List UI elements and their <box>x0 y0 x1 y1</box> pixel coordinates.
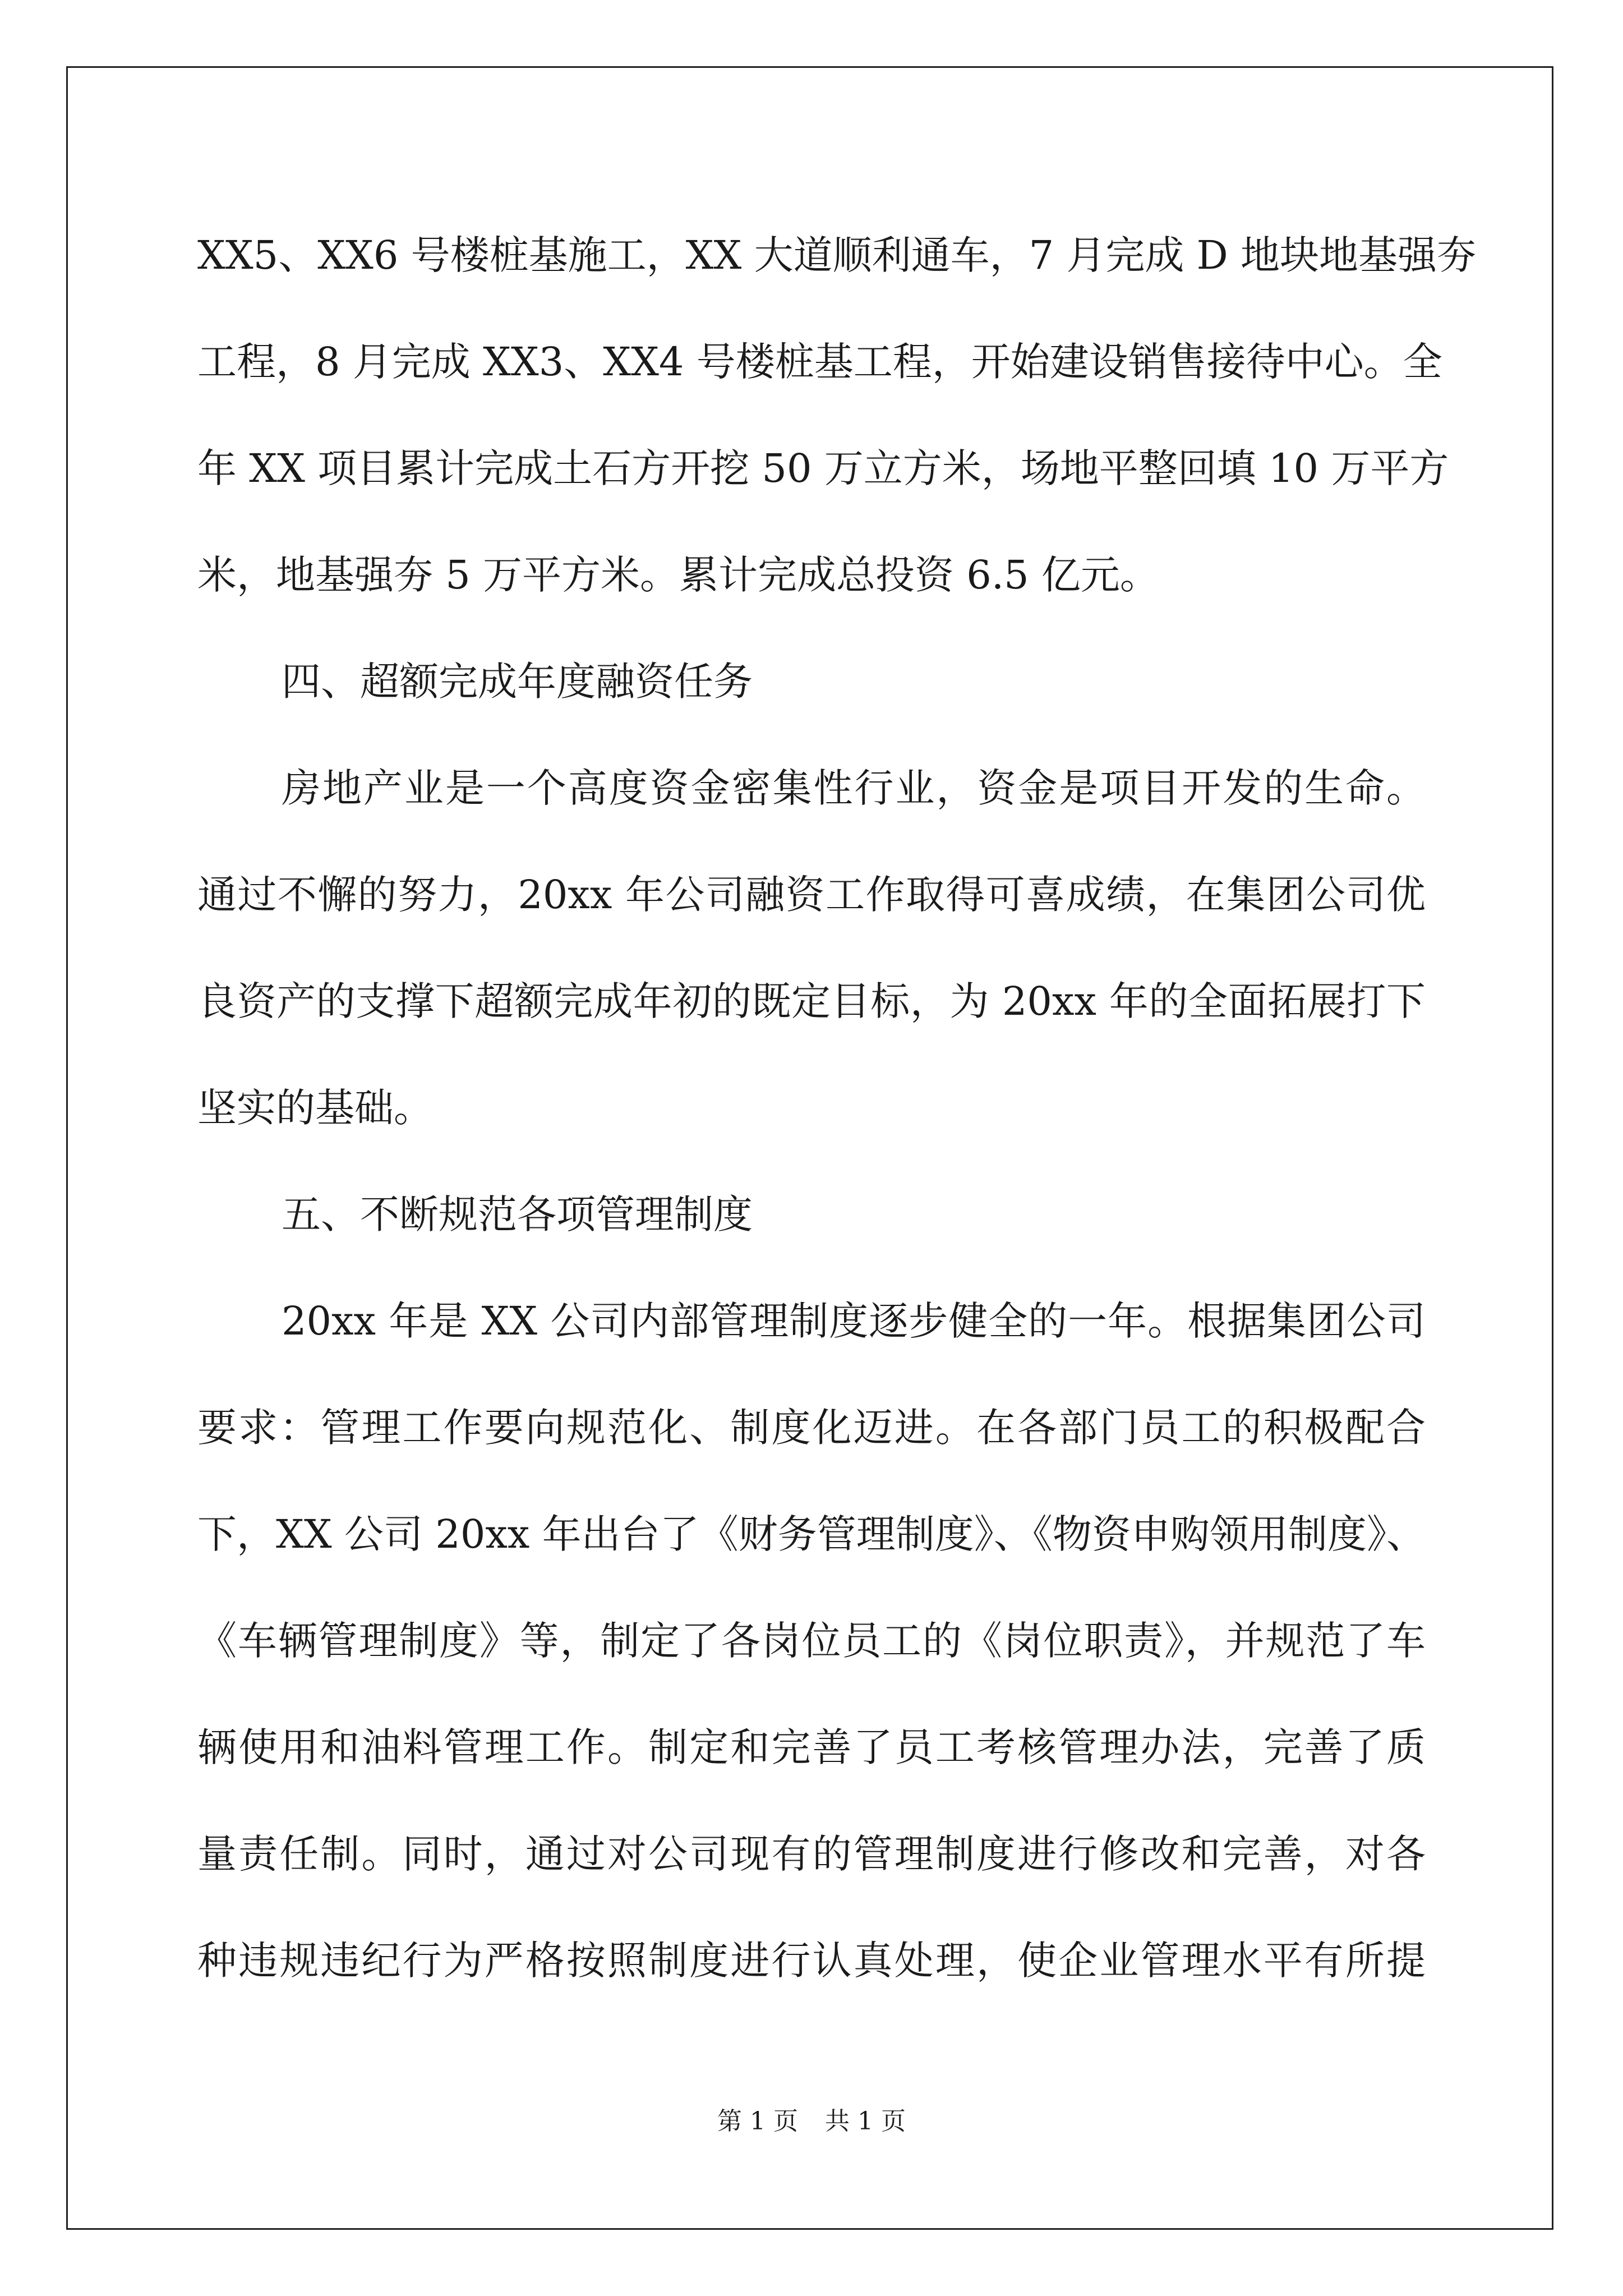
page-number: 第 1 页 <box>717 2107 798 2136</box>
page-footer <box>0 2101 1623 2137</box>
paragraph-first-line: 20xx 年是 XX 公司内部管理制度逐步健全的一年。根据集团公司 <box>282 1298 1426 1344</box>
body-line: 工程，8 月完成 XX3、XX4 号楼桩基工程，开始建设销售接待中心。全 <box>197 339 1442 385</box>
paragraph-first-line: 房地产业是一个高度资金密集性行业，资金是项目开发的生命。 <box>282 765 1426 811</box>
body-line: 坚实的基础。 <box>197 1085 433 1131</box>
body-line: 种违规违纪行为严格按照制度进行认真处理，使企业管理水平有所提 <box>197 1938 1426 1984</box>
body-line: 良资产的支撑下超额完成年初的既定目标，为 20xx 年的全面拓展打下 <box>197 978 1426 1024</box>
page-total: 共 1 页 <box>825 2107 906 2136</box>
body-line: 要求：管理工作要向规范化、制度化迈进。在各部门员工的积极配合 <box>197 1405 1426 1451</box>
body-line: 通过不懈的努力，20xx 年公司融资工作取得可喜成绩，在集团公司优 <box>197 872 1426 918</box>
body-line: XX5、XX6 号楼桩基施工，XX 大道顺利通车，7 月完成 D 地块地基强夯 <box>197 232 1476 278</box>
body-line: 年 XX 项目累计完成土石方开挖 50 万立方米，场地平整回填 10 万平方 <box>197 445 1449 491</box>
body-line: 下，XX 公司 20xx 年出台了《财务管理制度》、《物资申购领用制度》、 <box>197 1511 1426 1557</box>
section-heading: 四、超额完成年度融资任务 <box>282 659 753 705</box>
body-line: 量责任制。同时，通过对公司现有的管理制度进行修改和完善，对各 <box>197 1831 1426 1877</box>
section-heading: 五、不断规范各项管理制度 <box>282 1191 753 1237</box>
document-body <box>197 202 1476 2014</box>
body-line: 辆使用和油料管理工作。制定和完善了员工考核管理办法，完善了质 <box>197 1724 1426 1770</box>
body-line: 《车辆管理制度》等，制定了各岗位员工的《岗位职责》，并规范了车 <box>197 1618 1426 1664</box>
body-line: 米，地基强夯 5 万平方米。累计完成总投资 6.5 亿元。 <box>197 552 1159 598</box>
